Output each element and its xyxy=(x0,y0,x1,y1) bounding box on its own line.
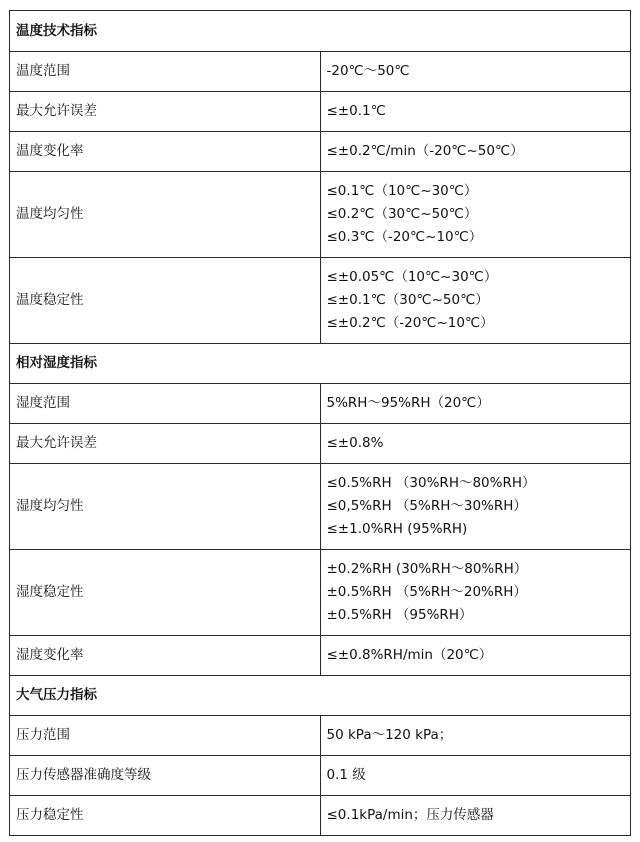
value-line: ≤±0.8%RH/min（20℃） xyxy=(326,647,493,663)
table-row xyxy=(10,464,631,550)
row-label: 湿度变化率 xyxy=(10,636,321,676)
table-row xyxy=(10,52,631,92)
row-label: 湿度范围 xyxy=(10,384,321,424)
value-line: ≤±0.1℃ xyxy=(326,103,386,119)
value-line: ±0.5%RH （95%RH） xyxy=(326,607,473,623)
table-row xyxy=(10,384,631,424)
row-value xyxy=(320,92,631,132)
row-value xyxy=(320,550,631,636)
table-row xyxy=(10,550,631,636)
row-label: 压力稳定性 xyxy=(10,796,321,836)
section-header-temperature xyxy=(10,11,631,52)
row-value xyxy=(320,796,631,836)
table-row xyxy=(10,92,631,132)
row-value xyxy=(320,424,631,464)
value-line: ≤±0.1℃（30℃~50℃） xyxy=(326,292,489,308)
value-line: -20℃～50℃ xyxy=(326,63,410,79)
section-title: 温度技术指标 xyxy=(10,11,631,52)
row-value xyxy=(320,756,631,796)
value-line: ≤0.1kPa/min；压力传感器 xyxy=(326,807,494,823)
value-line: ≤±0.2℃/min（-20℃~50℃） xyxy=(326,143,524,159)
value-line: ≤0,5%RH （5%RH～30%RH） xyxy=(326,498,527,514)
table-row xyxy=(10,258,631,344)
row-label: 温度均匀性 xyxy=(10,172,321,258)
row-label: 最大允许误差 xyxy=(10,424,321,464)
value-line: ≤±0.2℃（-20℃~10℃） xyxy=(326,315,494,331)
value-line: ≤0.1℃（10℃~30℃） xyxy=(326,183,478,199)
value-line: ≤±0.05℃（10℃~30℃） xyxy=(326,269,498,285)
section-header-pressure xyxy=(10,676,631,716)
table-row xyxy=(10,132,631,172)
value-line: ±0.5%RH （5%RH～20%RH） xyxy=(326,584,527,600)
row-label: 压力传感器准确度等级 xyxy=(10,756,321,796)
row-label: 温度稳定性 xyxy=(10,258,321,344)
table-row xyxy=(10,636,631,676)
row-label: 温度变化率 xyxy=(10,132,321,172)
row-value xyxy=(320,52,631,92)
row-label: 压力范围 xyxy=(10,716,321,756)
section-title: 大气压力指标 xyxy=(10,676,631,716)
value-line: ≤±0.8% xyxy=(326,435,384,451)
row-label: 最大允许误差 xyxy=(10,92,321,132)
section-header-humidity xyxy=(10,344,631,384)
table-row xyxy=(10,424,631,464)
table-row xyxy=(10,796,631,836)
value-line: ≤0.3℃（-20℃~10℃） xyxy=(326,229,483,245)
value-line: 0.1 级 xyxy=(326,767,366,783)
spec-table xyxy=(9,10,631,836)
value-line: ≤0.2℃（30℃~50℃） xyxy=(326,206,478,222)
value-line: ≤±1.0%RH (95%RH) xyxy=(326,521,468,537)
table-row xyxy=(10,172,631,258)
value-line: 50 kPa～120 kPa； xyxy=(326,727,453,743)
row-value xyxy=(320,716,631,756)
table-row xyxy=(10,716,631,756)
value-line: 5%RH～95%RH（20℃） xyxy=(326,395,490,411)
row-label: 湿度稳定性 xyxy=(10,550,321,636)
value-line: ±0.2%RH (30%RH～80%RH） xyxy=(326,561,528,577)
section-title: 相对湿度指标 xyxy=(10,344,631,384)
table-row xyxy=(10,756,631,796)
row-value xyxy=(320,132,631,172)
row-value xyxy=(320,636,631,676)
value-line: ≤0.5%RH （30%RH～80%RH） xyxy=(326,475,536,491)
row-value xyxy=(320,464,631,550)
row-label: 温度范围 xyxy=(10,52,321,92)
row-value xyxy=(320,172,631,258)
row-label: 湿度均匀性 xyxy=(10,464,321,550)
row-value xyxy=(320,384,631,424)
row-value xyxy=(320,258,631,344)
